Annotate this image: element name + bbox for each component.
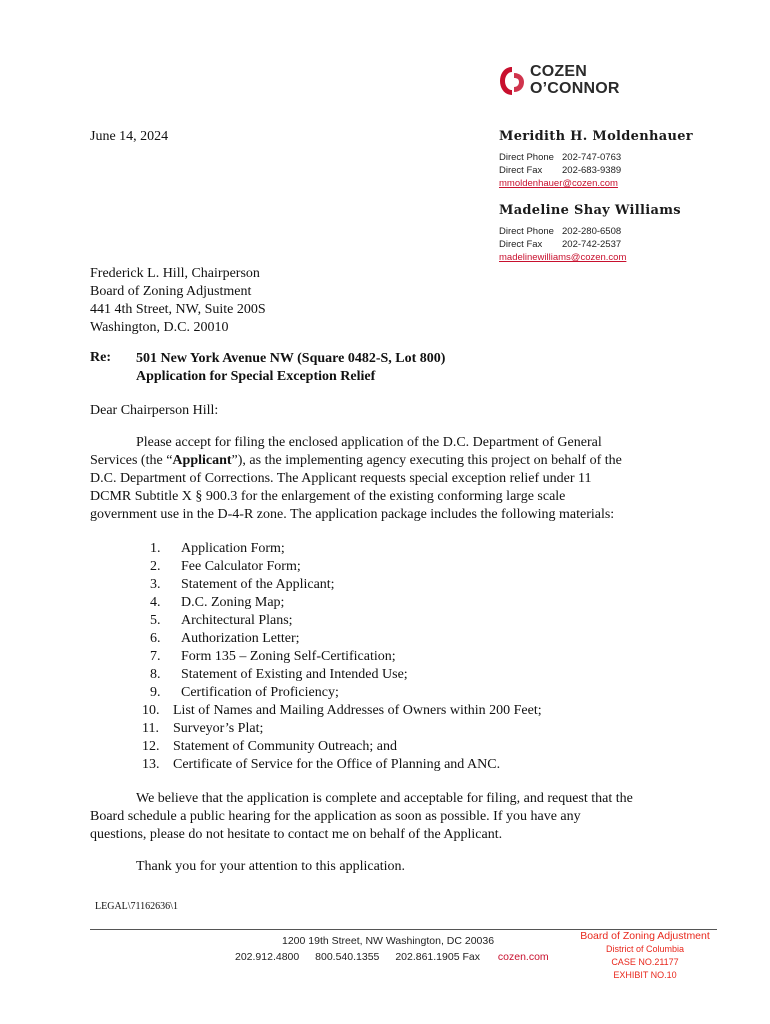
list-item-text: Application Form; — [181, 541, 285, 556]
salutation: Dear Chairperson Hill: — [90, 403, 219, 418]
list-item — [150, 630, 542, 648]
paragraph-line: Please accept for filing the enclosed application of the D.C. Department of General — [136, 435, 602, 450]
list-number: 8. — [150, 667, 161, 682]
contact-email-link[interactable]: mmoldenhauer@cozen.com — [499, 178, 618, 189]
list-item — [150, 558, 542, 576]
list-number: 7. — [150, 649, 161, 664]
paragraph-text: Services (the “ — [90, 453, 173, 468]
recipient-line: Frederick L. Hill, Chairperson — [90, 266, 260, 281]
fax-value: 202-742-2537 — [562, 239, 622, 250]
phone-label: Direct Phone — [499, 152, 554, 163]
list-item — [150, 684, 542, 702]
fax-value: 202-683-9389 — [562, 165, 622, 176]
footer-phone: 202.912.4800 — [235, 951, 300, 963]
list-number: 3. — [150, 577, 161, 592]
recipient-address — [90, 265, 266, 337]
list-item — [150, 594, 542, 612]
contact-phone-row — [499, 225, 719, 238]
list-item-text: Certification of Proficiency; — [181, 685, 339, 700]
footer-fax: 202.861.1905 Fax — [395, 951, 480, 963]
paragraph-line — [90, 452, 690, 470]
list-number: 10. — [142, 703, 160, 718]
list-item — [150, 666, 542, 684]
list-item-text: Statement of Community Outreach; and — [173, 739, 397, 754]
list-item-text: D.C. Zoning Map; — [181, 595, 285, 610]
paragraph-line: Board schedule a public hearing for the application as soon as possible. If you have any — [90, 809, 581, 824]
phone-value: 202-280-6508 — [562, 226, 622, 237]
list-number: 5. — [150, 613, 161, 628]
list-number: 2. — [150, 559, 161, 574]
logo-line-2: O’CONNOR — [530, 80, 620, 97]
exhibit-stamp — [580, 930, 710, 982]
paragraph-line: We believe that the application is complete and acceptable for filing, and request that the — [136, 791, 633, 806]
legal-reference: LEGAL\71162636\1 — [95, 901, 178, 912]
intro-paragraph — [90, 434, 690, 524]
recipient-line: 441 4th Street, NW, Suite 200S — [90, 302, 266, 317]
list-item-text: Fee Calculator Form; — [181, 559, 301, 574]
list-item — [142, 702, 542, 720]
list-number: 9. — [150, 685, 161, 700]
list-item-text: Surveyor’s Plat; — [173, 721, 264, 736]
list-item — [142, 756, 542, 774]
list-item-text: Architectural Plans; — [181, 613, 293, 628]
re-subject-line-2: Application for Special Exception Relief — [136, 369, 376, 384]
list-item — [150, 576, 542, 594]
phone-value: 202-747-0763 — [562, 152, 622, 163]
stamp-line: CASE NO.21177 — [611, 957, 679, 967]
contact-name: Madeline Shay Williams — [499, 203, 681, 218]
closing-paragraph — [90, 790, 690, 844]
logo-wordmark — [530, 63, 620, 97]
list-item — [142, 738, 542, 756]
contact-fax-row — [499, 164, 719, 177]
footer-address: 1200 19th Street, NW Washington, DC 20036 — [282, 935, 495, 947]
list-item — [150, 612, 542, 630]
re-subject — [136, 350, 445, 386]
logo-line-1: COZEN — [530, 63, 587, 80]
paragraph-text: ”), as the implementing agency executing this project on behalf of the — [231, 453, 622, 468]
recipient-line: Washington, D.C. 20010 — [90, 320, 229, 335]
list-item-text: Authorization Letter; — [181, 631, 300, 646]
contact-email-link[interactable]: madelinewilliams@cozen.com — [499, 252, 627, 263]
contact-name: Meridith H. Moldenhauer — [499, 129, 693, 144]
list-number: 4. — [150, 595, 161, 610]
footer-contact-line — [235, 951, 562, 963]
contact-fax-row — [499, 238, 719, 251]
applicant-term: Applicant — [172, 453, 232, 468]
list-number: 1. — [150, 541, 161, 556]
cozen-oconnor-logo — [499, 62, 629, 102]
list-number: 6. — [150, 631, 161, 646]
list-item — [150, 648, 542, 666]
paragraph-line: questions, please do not hesitate to contact me on behalf of the Applicant. — [90, 827, 503, 842]
list-number: 11. — [142, 721, 159, 736]
list-item-text: Form 135 – Zoning Self-Certification; — [181, 649, 396, 664]
contact-block-2 — [499, 203, 719, 264]
footer-phone: 800.540.1355 — [315, 951, 380, 963]
list-item — [142, 720, 542, 738]
contact-block-1 — [499, 129, 719, 190]
paragraph-line: D.C. Department of Corrections. The Applicant requests special exception relief under 11 — [90, 471, 592, 486]
paragraph-line: Thank you for your attention to this application. — [136, 859, 406, 874]
cozen-logo-mark-icon — [499, 64, 525, 98]
paragraph-line: government use in the D-4-R zone. The application package includes the following materials: — [90, 507, 615, 522]
paragraph-line: DCMR Subtitle X § 900.3 for the enlargement of the existing conforming large scale — [90, 489, 566, 504]
materials-list — [142, 540, 542, 774]
letter-date: June 14, 2024 — [90, 129, 169, 144]
re-label: Re: — [90, 350, 111, 365]
list-number: 13. — [142, 757, 160, 772]
list-item-text: Statement of Existing and Intended Use; — [181, 667, 408, 682]
stamp-line: EXHIBIT NO.10 — [613, 970, 677, 980]
list-item — [150, 540, 542, 558]
footer-website-link[interactable]: cozen.com — [497, 951, 549, 963]
list-item-text: Certificate of Service for the Office of Planning and ANC. — [173, 757, 501, 772]
recipient-line: Board of Zoning Adjustment — [90, 284, 252, 299]
stamp-line: District of Columbia — [605, 944, 685, 954]
list-item-text: Statement of the Applicant; — [181, 577, 335, 592]
fax-label: Direct Fax — [499, 239, 543, 250]
re-subject-line-1: 501 New York Avenue NW (Square 0482-S, Lot 800) — [136, 351, 446, 366]
fax-label: Direct Fax — [499, 165, 543, 176]
stamp-line: Board of Zoning Adjustment — [580, 930, 710, 942]
list-number: 12. — [142, 739, 160, 754]
list-item-text: List of Names and Mailing Addresses of Owners within 200 Feet; — [173, 703, 542, 718]
contact-phone-row — [499, 151, 719, 164]
thank-you-paragraph — [90, 858, 690, 876]
phone-label: Direct Phone — [499, 226, 554, 237]
